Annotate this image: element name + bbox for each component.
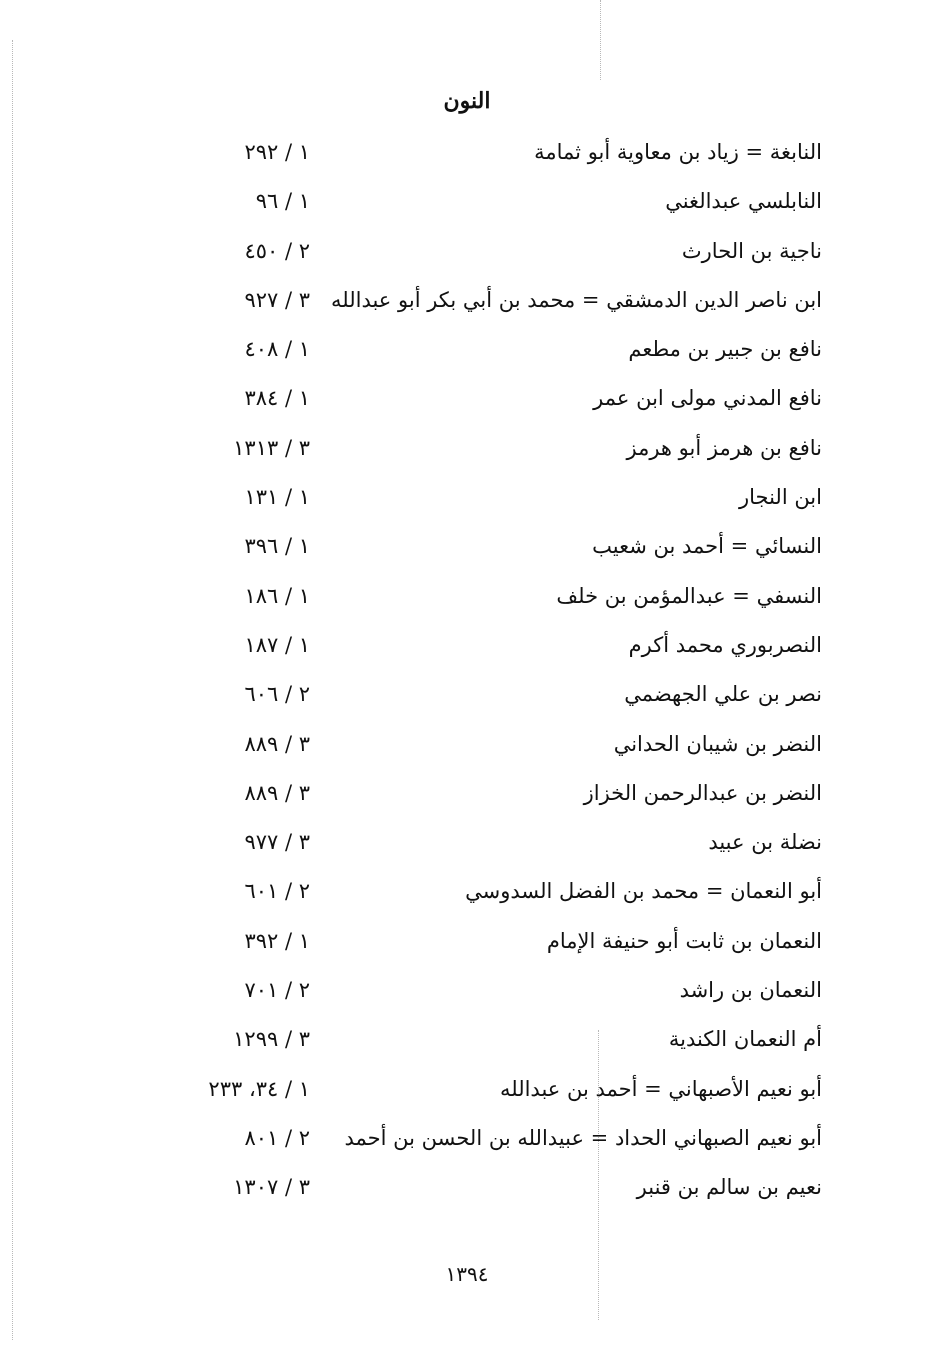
index-entry: [150, 627, 830, 676]
entry-name: ناجية بن الحارث: [681, 238, 822, 263]
entry-volume-page-ref: ٢ / ٦٠٦: [244, 682, 310, 707]
entry-name: النابغة = زياد بن معاوية أبو ثمامة: [534, 140, 822, 164]
entry-volume-page-ref: ٢ / ٤٥٠: [244, 238, 310, 263]
entry-name: النضر بن عبدالرحمن الخزاز: [583, 780, 822, 805]
entry-name: النسائي = أحمد بن شعيب: [592, 534, 822, 559]
scan-dotted-line-left: [12, 40, 13, 1340]
index-entries-list: [150, 134, 830, 1219]
index-entry: [150, 676, 830, 725]
entry-volume-page-ref: ٢ / ٨٠١: [244, 1125, 310, 1150]
entry-name: أبو النعمان = محمد بن الفضل السدوسي: [465, 879, 822, 904]
page-number: ١٣٩٤: [445, 1262, 489, 1286]
entry-volume-page-ref: ٣ / ١٢٩٩: [233, 1027, 310, 1052]
entry-name: أبو نعيم الأصبهاني = أحمد بن عبدالله: [499, 1076, 822, 1101]
entry-name: النسفي = عبدالمؤمن بن خلف: [556, 583, 822, 608]
index-entry: [150, 479, 830, 528]
entry-volume-page-ref: ٣ / ٩٧٧: [244, 830, 310, 855]
entry-volume-page-ref: ٣ / ٩٢٧: [244, 287, 310, 312]
entry-name: ابن ناصر الدين الدمشقي = محمد بن أبي بكر أبو عبدالله: [331, 287, 822, 312]
index-entry: [150, 183, 830, 232]
index-entry: [150, 1071, 830, 1120]
entry-name: نافع بن هرمز أبو هرمز: [626, 435, 822, 460]
entry-volume-page-ref: ١ / ١٨٦: [244, 583, 310, 608]
entry-volume-page-ref: ١ / ٢٩٢: [244, 140, 310, 164]
entry-volume-page-ref: ١ / ٣٩٦: [244, 534, 310, 559]
entry-volume-page-ref: ١ / ١٨٧: [244, 632, 310, 657]
entry-name: أم النعمان الكندية: [668, 1027, 822, 1052]
entry-name: النابلسي عبدالغني: [665, 189, 822, 214]
index-entry: [150, 726, 830, 775]
index-entry: [150, 578, 830, 627]
entry-name: أبو نعيم الصبهاني الحداد = عبيدالله بن الحسن بن أحمد: [344, 1125, 822, 1150]
index-entry: [150, 380, 830, 429]
entry-volume-page-ref: ١ / ٩٦: [255, 189, 310, 214]
index-entry: [150, 1120, 830, 1169]
scan-dotted-line-center: [600, 0, 601, 80]
entry-name: نصر بن علي الجهضمي: [624, 682, 822, 707]
entry-volume-page-ref: ٢ / ٧٠١: [244, 978, 310, 1003]
index-entry: [150, 331, 830, 380]
entry-volume-page-ref: ١ / ٣٤، ٢٣٣: [208, 1076, 310, 1101]
entry-volume-page-ref: ٣ / ٨٨٩: [244, 780, 310, 805]
entry-volume-page-ref: ١ / ٣٩٢: [244, 928, 310, 953]
entry-name: النعمان بن راشد: [679, 978, 822, 1003]
entry-volume-page-ref: ٢ / ٦٠١: [244, 879, 310, 904]
index-entry: [150, 134, 830, 183]
entry-name: نافع المدني مولى ابن عمر: [593, 386, 822, 411]
entry-name: النعمان بن ثابت أبو حنيفة الإمام: [546, 928, 822, 953]
entry-name: نضلة بن عبيد: [708, 830, 822, 855]
entry-volume-page-ref: ٣ / ٨٨٩: [244, 731, 310, 756]
index-entry: [150, 430, 830, 479]
index-entry: [150, 775, 830, 824]
entry-name: نافع بن جبير بن مطعم: [628, 337, 822, 362]
index-entry: [150, 233, 830, 282]
entry-volume-page-ref: ١ / ٤٠٨: [244, 337, 310, 362]
entry-volume-page-ref: ١ / ٣٨٤: [244, 386, 310, 411]
entry-name: نعيم بن سالم بن قنبر: [636, 1175, 822, 1200]
index-entry: [150, 972, 830, 1021]
entry-name: النصربوري محمد أكرم: [628, 632, 822, 657]
index-entry: [150, 1169, 830, 1218]
entry-volume-page-ref: ٣ / ١٣٠٧: [233, 1175, 310, 1200]
index-entry: [150, 282, 830, 331]
index-entry: [150, 824, 830, 873]
index-entry: [150, 873, 830, 922]
entry-name: النضر بن شيبان الحداني: [613, 731, 822, 756]
index-entry: [150, 1021, 830, 1070]
entry-name: ابن النجار: [738, 485, 822, 510]
entry-volume-page-ref: ١ / ١٣١: [244, 485, 310, 510]
index-entry: [150, 528, 830, 577]
index-entry: [150, 923, 830, 972]
page-title: النون: [443, 88, 491, 114]
entry-volume-page-ref: ٣ / ١٣١٣: [233, 435, 310, 460]
